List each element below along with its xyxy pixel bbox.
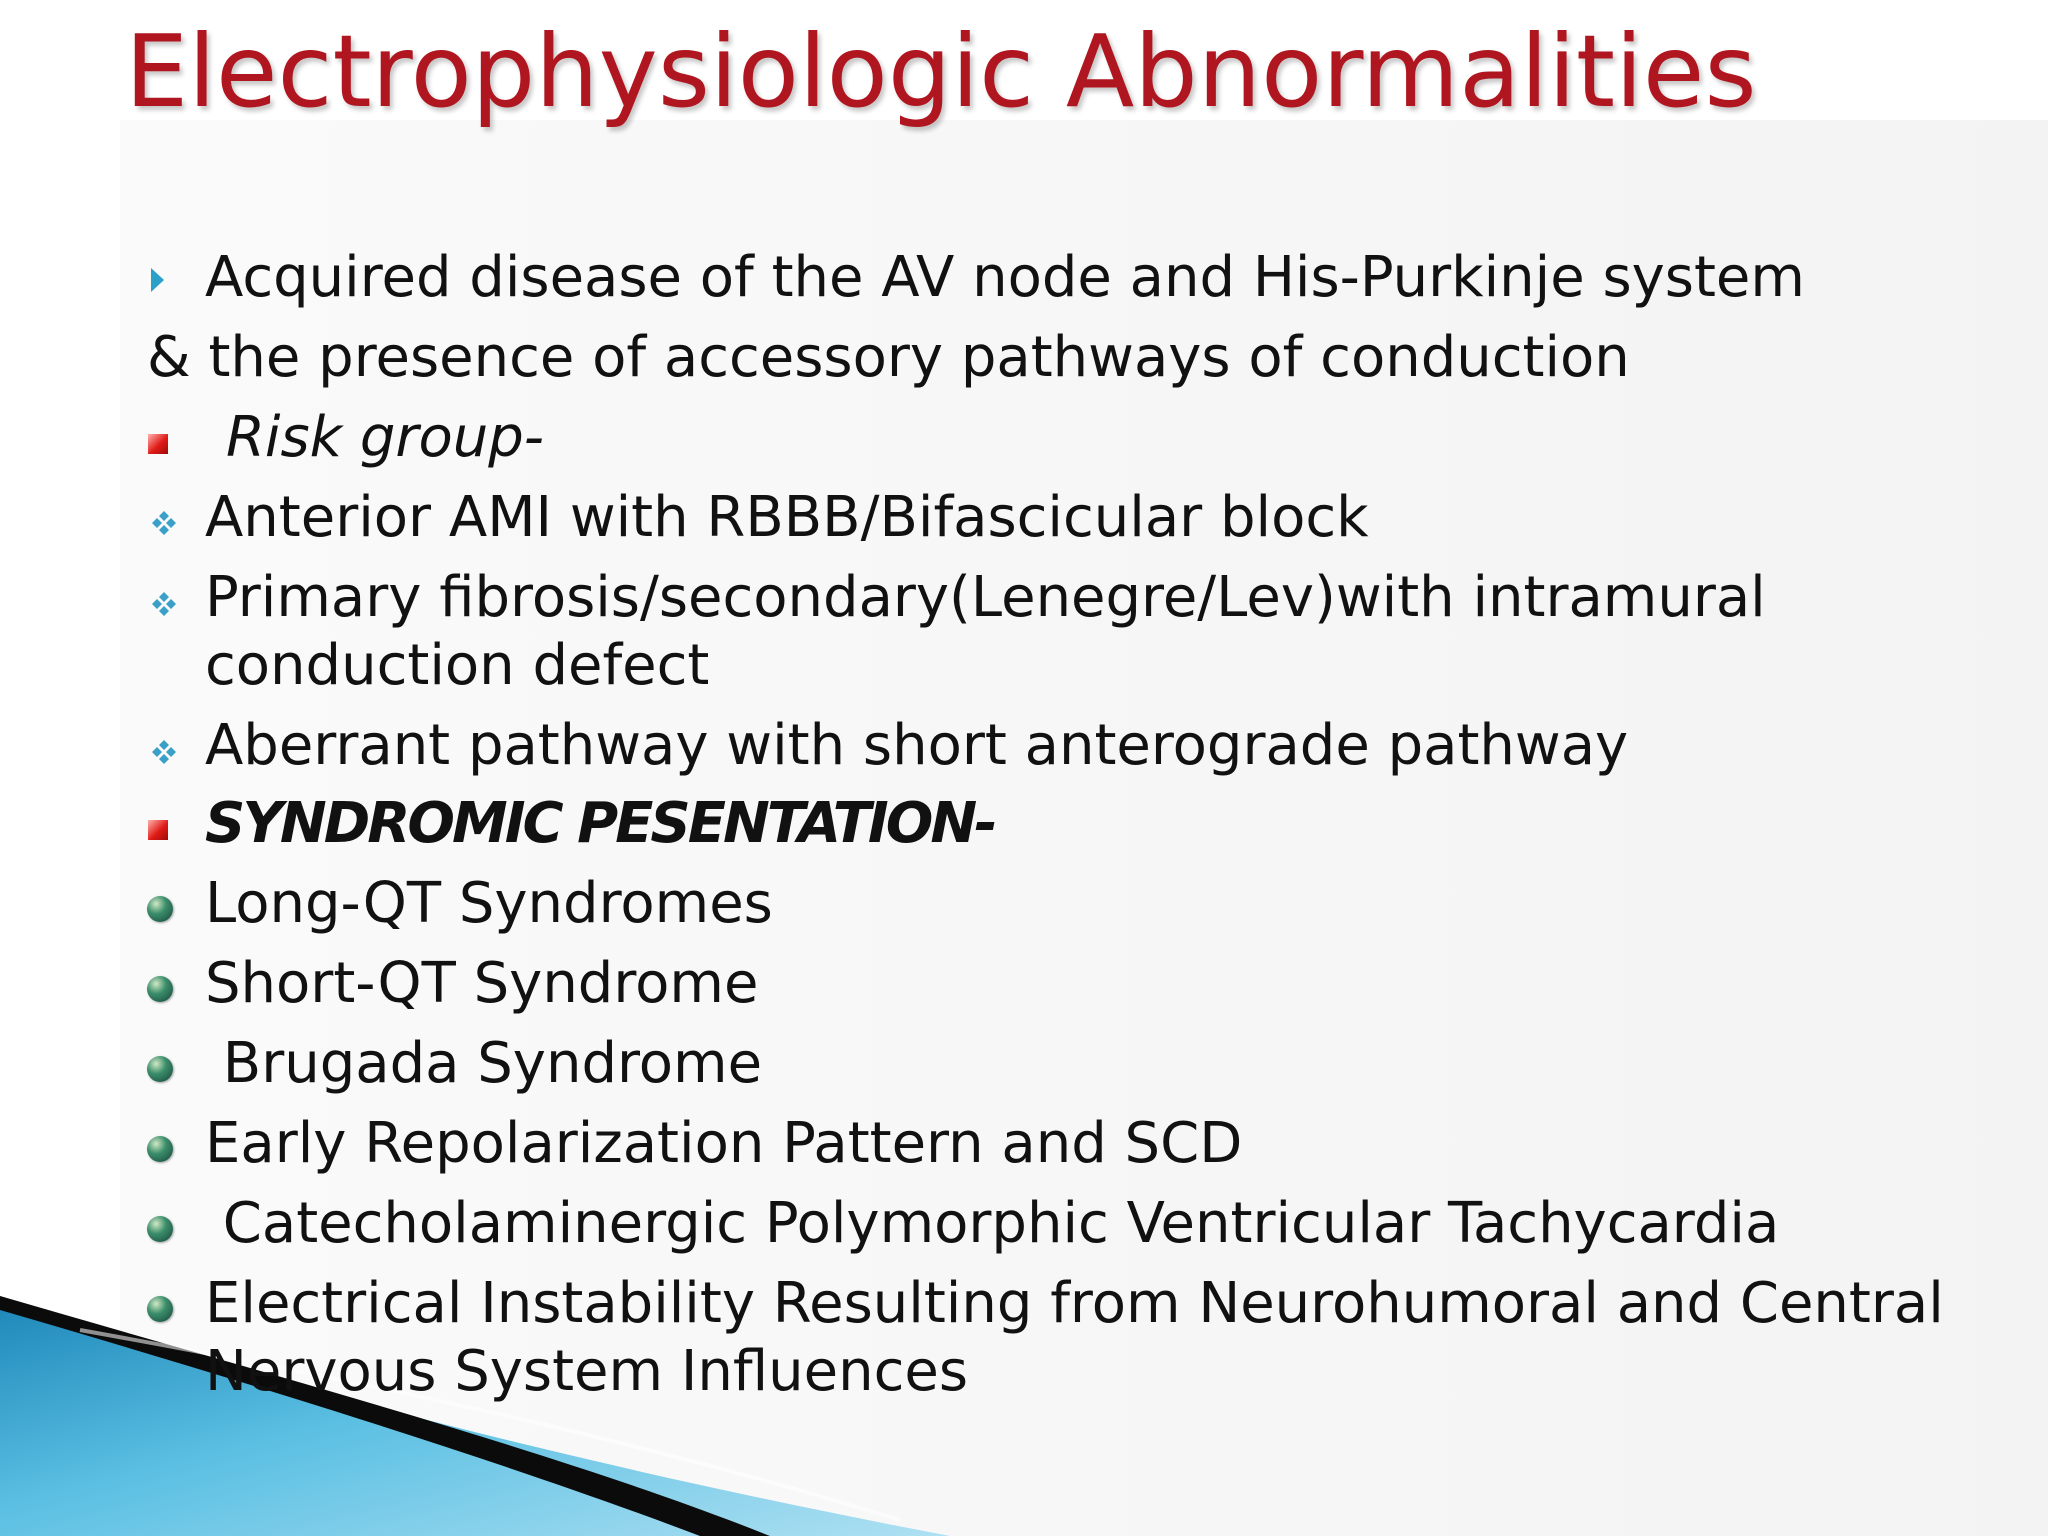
green-sphere-icon — [147, 896, 173, 922]
green-sphere-icon — [147, 1216, 173, 1242]
risk-group-item-continuation: conduction defect — [205, 633, 710, 698]
green-sphere-icon — [147, 1056, 173, 1082]
red-square-icon — [148, 820, 168, 840]
syndromic-item-continuation: Nervous System Influences — [205, 1339, 968, 1404]
green-sphere-icon — [147, 1296, 173, 1322]
red-square-icon — [148, 434, 168, 454]
four-diamond-icon — [149, 508, 179, 538]
triangle-arrow-icon — [151, 268, 164, 292]
green-sphere-icon — [147, 1136, 173, 1162]
syndromic-item: Catecholaminergic Polymorphic Ventricular Tachycardia — [205, 1191, 1780, 1256]
slide-title: Electrophysiologic Abnormalities — [125, 13, 1757, 130]
intro-line: Acquired disease of the AV node and His-Purkinje system — [205, 245, 1805, 310]
syndromic-item: Brugada Syndrome — [205, 1031, 763, 1096]
four-diamond-icon — [149, 589, 179, 619]
syndromic-item: Electrical Instability Resulting from Neurohumoral and Central — [205, 1271, 1944, 1336]
syndromic-item: Short-QT Syndrome — [205, 951, 759, 1016]
syndromic-item: Long-QT Syndromes — [205, 871, 773, 936]
green-sphere-icon — [147, 976, 173, 1002]
syndromic-item: Early Repolarization Pattern and SCD — [205, 1111, 1243, 1176]
risk-group-heading: Risk group- — [226, 405, 544, 470]
four-diamond-icon — [149, 737, 179, 767]
risk-group-item: Aberrant pathway with short anterograde pathway — [205, 713, 1629, 778]
risk-group-item: Anterior AMI with RBBB/Bifascicular block — [205, 485, 1369, 550]
syndromic-heading: SYNDROMIC PESENTATION- — [205, 791, 995, 856]
risk-group-item: Primary fibrosis/secondary(Lenegre/Lev)with intramural — [205, 565, 1766, 630]
intro-line-continuation: & the presence of accessory pathways of conduction — [147, 325, 1630, 390]
